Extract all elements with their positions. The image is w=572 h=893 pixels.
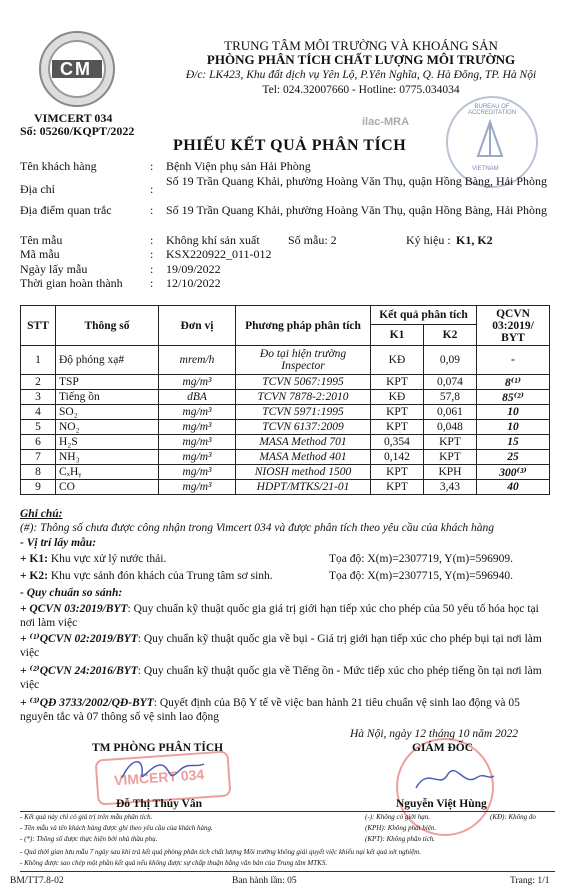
table-row	[21, 480, 550, 495]
row-method: MASA Method 701	[236, 435, 371, 450]
table-row	[21, 390, 550, 405]
header-param: Thông số	[56, 306, 159, 346]
sample-value: Không khí sản xuất	[166, 233, 260, 247]
k2-location	[20, 569, 555, 583]
lab-name: PHÒNG PHÂN TÍCH CHẤT LƯỢNG MÔI TRƯỜNG	[206, 52, 516, 67]
sample-label: Tên mẫu	[20, 233, 63, 247]
boa-text: BUREAU OF ACCREDITATION	[467, 104, 517, 116]
company-logo	[38, 30, 116, 108]
document-number: Số: 05260/KQPT/2022	[20, 124, 135, 138]
k2-desc: Khu vực sảnh đón khách của Trung tâm sơ sinh.	[50, 570, 273, 582]
lab-address: Đ/c: LK423, Khu đất dịch vụ Yên Lộ, P.Yên Nghĩa, Q. Hà Đông, TP. Hà Nội	[185, 69, 537, 81]
done-row	[20, 276, 560, 290]
row-k1: KPT	[371, 480, 424, 495]
row-stt: 8	[21, 465, 56, 480]
row-param: Tiếng ồn	[56, 390, 159, 405]
symbol-value: K1, K2	[456, 233, 493, 247]
footer-note-3: - (*): Thông số được thực hiện bởi nhà thầu phụ.	[20, 835, 158, 843]
row-qcvn: 25	[477, 450, 550, 465]
notes-title: Ghi chú:	[20, 508, 63, 520]
lab-contact: Tel: 024.32007660 - Hotline: 0775.034034	[262, 84, 460, 96]
colon: :	[150, 159, 154, 173]
k1-location	[20, 552, 555, 566]
row-qcvn: 300⁽³⁾	[477, 465, 550, 480]
form-code: BM/TT7.8-02	[10, 876, 64, 886]
vimcert-stamp-text: VIMCERT 034	[113, 766, 205, 789]
row-unit: mg/m³	[159, 405, 236, 420]
row-param: Độ phóng xạ#	[56, 346, 159, 375]
row-qcvn: 15	[477, 435, 550, 450]
vimcert-code: VIMCERT 034	[34, 111, 113, 125]
left-signer-title: TM PHÒNG PHÂN TÍCH	[92, 742, 224, 754]
row-param: NH₃	[56, 450, 159, 465]
standard-3-text: : Quy chuẩn kỹ thuật quốc gia về Tiếng ồn - Mức tiếp xúc cho phép tiếng ồn tại nơi làm việc	[20, 665, 542, 691]
row-k1: KPT	[371, 465, 424, 480]
standard-1-text: : Quy chuẩn kỹ thuật quốc gia giá trị giới hạn tiếp xúc cho phép của 50 yếu tố hóa học tại nơi làm việc	[20, 603, 539, 629]
issue-number: Ban hành lần: 05	[232, 876, 297, 886]
row-stt: 5	[21, 420, 56, 435]
row-stt: 9	[21, 480, 56, 495]
row-unit: mg/m³	[159, 435, 236, 450]
row-param: CₓHᵧ	[56, 465, 159, 480]
table-row	[21, 346, 550, 375]
row-qcvn: 10	[477, 405, 550, 420]
row-k1: 0,142	[371, 450, 424, 465]
row-stt: 4	[21, 405, 56, 420]
row-unit: mg/m³	[159, 375, 236, 390]
date-row	[20, 262, 560, 276]
footer-right-2: (KPH): Không phát hiện.	[365, 824, 437, 832]
table-row	[21, 435, 550, 450]
row-k2: 3,43	[423, 480, 476, 495]
right-signature	[412, 760, 496, 796]
table-row	[21, 465, 550, 480]
boa-country: VIETNAM	[472, 166, 499, 172]
date-value: 19/09/2022	[166, 262, 221, 276]
k1-label: + K1:	[20, 553, 48, 565]
row-qcvn: 40	[477, 480, 550, 495]
code-row	[20, 247, 560, 261]
standard-4	[20, 696, 555, 724]
k2-label: + K2:	[20, 570, 48, 582]
standard-4-code: + ⁽³⁾QĐ 3733/2002/QĐ-BYT	[20, 697, 154, 709]
row-method: TCVN 6137:2009	[236, 420, 371, 435]
hash-note: (#): Thông số chưa được công nhận trong Vimcert 034 và được phân tích theo yêu cầu của khách hàng	[20, 522, 495, 534]
standard-2-text: : Quy chuẩn kỹ thuật quốc gia về bụi - Giá trị giới hạn tiếp xúc cho phép bụi tại nơi làm việc	[20, 633, 542, 659]
code-value: KSX220922_011-012	[166, 247, 272, 261]
standard-2	[20, 632, 555, 660]
page-number: Trang: 1/1	[510, 876, 550, 886]
row-method: MASA Method 401	[236, 450, 371, 465]
row-method: HDPT/MTKS/21-01	[236, 480, 371, 495]
row-method: TCVN 5971:1995	[236, 405, 371, 420]
row-k2: 0,061	[423, 405, 476, 420]
row-unit: mg/m³	[159, 480, 236, 495]
header-k2: K2	[423, 325, 476, 346]
standard-3	[20, 664, 555, 692]
row-qcvn: 8⁽¹⁾	[477, 375, 550, 390]
row-param: NO₂	[56, 420, 159, 435]
footer-divider	[20, 811, 555, 812]
footer-note-5: - Không được sao chép một phần kết quả nếu không được sự chấp thuận bằng văn bản của Trung tâm MTKS.	[20, 859, 328, 867]
footer-divider-2	[20, 871, 555, 872]
place-date: Hà Nội, ngày 12 tháng 10 năm 2022	[350, 728, 519, 740]
document-title: PHIẾU KẾT QUẢ PHÂN TÍCH	[173, 137, 407, 154]
colon: :	[150, 233, 154, 247]
row-method: Đo tại hiện trường Inspector	[236, 346, 371, 375]
table-row	[21, 420, 550, 435]
left-signature	[118, 752, 208, 788]
sample-count: Số mẫu: 2	[288, 233, 337, 247]
standards-title: - Quy chuẩn so sánh:	[20, 587, 123, 599]
done-label: Thời gian hoàn thành	[20, 276, 123, 290]
header-qcvn: QCVN 03:2019/ BYT	[477, 306, 550, 346]
row-method: TCVN 5067:1995	[236, 375, 371, 390]
footer-note-2: - Tên mẫu và tên khách hàng được ghi theo yêu cầu của khách hàng.	[20, 824, 213, 832]
row-k2: KPH	[423, 465, 476, 480]
customer-label: Tên khách hàng	[20, 159, 97, 173]
row-method: NIOSH method 1500	[236, 465, 371, 480]
row-k2: 57,8	[423, 390, 476, 405]
header-unit: Đơn vị	[159, 306, 236, 346]
left-signer-name: Đỗ Thị Thúy Vân	[116, 798, 202, 810]
header-stt: STT	[21, 306, 56, 346]
address-value: Số 19 Trần Quang Khải, phường Hoàng Văn Thụ, quận Hồng Bàng, Hải Phòng	[166, 174, 548, 188]
org-name: TRUNG TÂM MÔI TRƯỜNG VÀ KHOÁNG SẢN	[224, 38, 498, 53]
customer-row	[20, 159, 560, 173]
row-k2: 0,048	[423, 420, 476, 435]
colon: :	[150, 247, 154, 261]
standard-1	[20, 602, 555, 630]
row-unit: mg/m³	[159, 450, 236, 465]
row-unit: mg/m³	[159, 465, 236, 480]
row-k1: KPT	[371, 375, 424, 390]
table-row	[21, 405, 550, 420]
row-k2: 0,074	[423, 375, 476, 390]
customer-value: Bệnh Viện phụ sản Hải Phòng	[166, 159, 311, 173]
row-unit: dBA	[159, 390, 236, 405]
row-qcvn: 10	[477, 420, 550, 435]
site-label: Địa điểm quan trắc	[20, 203, 112, 217]
row-unit: mrem/h	[159, 346, 236, 375]
row-stt: 1	[21, 346, 56, 375]
row-qcvn: 85⁽²⁾	[477, 390, 550, 405]
header-method: Phương pháp phân tích	[236, 306, 371, 346]
right-signer-title: GIÁM ĐỐC	[412, 742, 474, 754]
row-k2: 0,09	[423, 346, 476, 375]
site-value: Số 19 Trần Quang Khải, phường Hoàng Văn Thụ, quận Hồng Bàng, Hải Phòng	[166, 203, 548, 217]
row-stt: 2	[21, 375, 56, 390]
colon: :	[150, 276, 154, 290]
row-stt: 6	[21, 435, 56, 450]
footer-right-3: (KPT): Không phân tích.	[365, 835, 435, 843]
footer-note-1: - Kết quả này chỉ có giá trị trên mẫu phân tích.	[20, 813, 153, 821]
row-k1: 0,354	[371, 435, 424, 450]
footer-right-1b: (KĐ): Không đo	[490, 813, 536, 821]
row-k2: KPT	[423, 450, 476, 465]
table-row	[21, 450, 550, 465]
header-result: Kết quả phân tích	[371, 306, 477, 325]
row-k1: KPT	[371, 420, 424, 435]
row-k1: KĐ	[371, 346, 424, 375]
row-k2: KPT	[423, 435, 476, 450]
row-param: TSP	[56, 375, 159, 390]
standard-3-code: + ⁽²⁾QCVN 24:2016/BYT	[20, 665, 138, 677]
k1-desc: Khu vực xử lý nước thải.	[50, 553, 167, 565]
table-row	[21, 375, 550, 390]
standard-2-code: + ⁽¹⁾QCVN 02:2019/BYT	[20, 633, 138, 645]
row-k1: KPT	[371, 405, 424, 420]
k1-coord: Tọa độ: X(m)=2307719, Y(m)=596909.	[329, 553, 514, 565]
row-stt: 3	[21, 390, 56, 405]
row-param: SO₂	[56, 405, 159, 420]
code-label: Mã mẫu	[20, 247, 60, 261]
location-title: - Vị trí lấy mẫu:	[20, 537, 97, 549]
k2-coord: Tọa độ: X(m)=2307715, Y(m)=596940.	[329, 570, 514, 582]
date-label: Ngày lấy mẫu	[20, 262, 88, 276]
logo-text: CM	[60, 59, 92, 79]
colon: :	[150, 203, 154, 217]
results-body	[21, 346, 550, 495]
colon: :	[150, 262, 154, 276]
row-param: CO	[56, 480, 159, 495]
right-signer-name: Nguyễn Việt Hùng	[396, 798, 487, 810]
footer-right-1: (-): Không có giới hạn.	[365, 813, 430, 821]
address-label: Địa chỉ	[20, 182, 55, 196]
sample-row	[20, 233, 560, 247]
row-stt: 7	[21, 450, 56, 465]
results-table	[20, 305, 550, 495]
ilac-text: ilac-MRA	[362, 116, 410, 128]
standard-4-text: : Quyết định của Bộ Y tế về việc ban hành 21 tiêu chuẩn vệ sinh lao động và 05 nguyên tắc và 07 thông số vệ sinh lao động	[20, 697, 520, 723]
address-row	[20, 174, 560, 204]
done-value: 12/10/2022	[166, 276, 221, 290]
row-param: H₂S	[56, 435, 159, 450]
header-k1: K1	[371, 325, 424, 346]
symbol-label: Ký hiệu :	[406, 233, 451, 247]
standard-1-code: + QCVN 03:2019/BYT	[20, 603, 128, 615]
row-qcvn: -	[477, 346, 550, 375]
colon: :	[150, 182, 154, 196]
row-method: TCVN 7878-2:2010	[236, 390, 371, 405]
footer-note-4: - Quá thời gian lưu mẫu 7 ngày sau khi trả kết quả phòng phân tích chất lượng Môi trường không giải quyết việc khiếu nại kết quả xét nghiệm.	[20, 848, 421, 856]
site-row	[20, 203, 560, 233]
row-unit: mg/m³	[159, 420, 236, 435]
row-k1: KĐ	[371, 390, 424, 405]
